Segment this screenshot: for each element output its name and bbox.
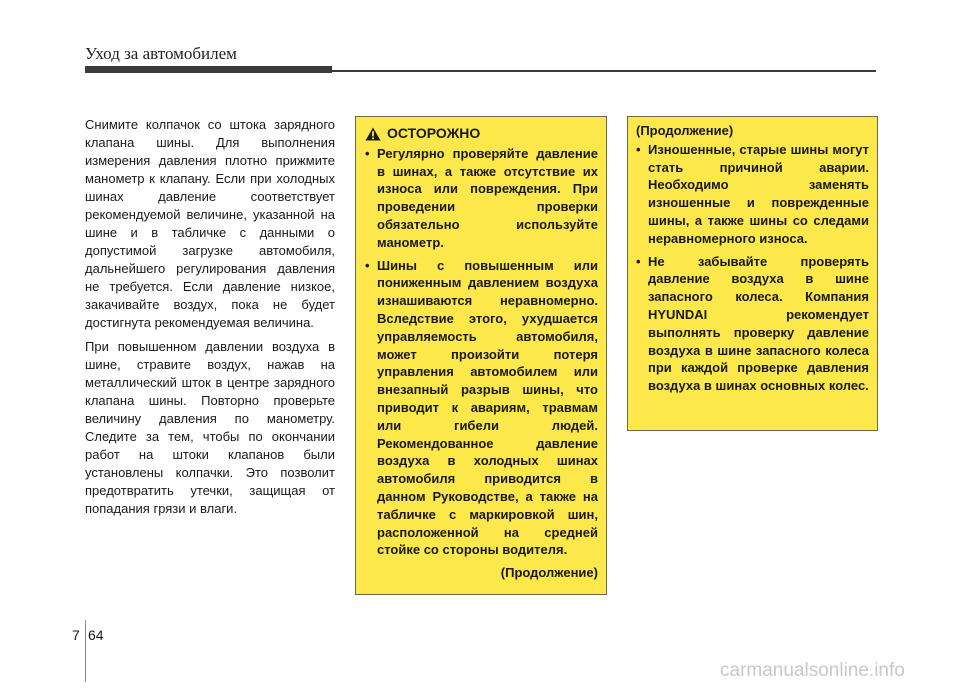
warning-header xyxy=(365,125,598,143)
warning-title: ОСТОРОЖНО xyxy=(387,125,481,141)
continued-label: (Продолжение) xyxy=(500,565,598,581)
warning-item: • Не забывайте проверять давление воздуха в шине запасного колеса. Компания HYUNDAI рекомендует выполнять проверку давление воздуха в шине запасного колеса при каждой проверке давления воздуха в шинах основных колес. xyxy=(636,253,869,394)
continued-warning-box xyxy=(627,116,878,431)
footer-divider xyxy=(85,620,86,682)
header-bar xyxy=(85,66,332,73)
chapter-number: 7 xyxy=(72,627,80,643)
warning-box xyxy=(355,116,607,595)
page-number: 64 xyxy=(88,627,104,643)
warning-item: • Регулярно проверяйте давление в шинах, а также отсутствие их износа или повреждения. При проведении проверки обязательно используйте манометр. xyxy=(365,145,598,250)
warning-item: • Шины с повышенным или пониженным давлением воздуха изнашиваются неравномерно. Вследствие этого, ухудшается управляемость автомобиля, может произойти потеря управления автомобилем или внезапный разрыв шины, что приводит к авариям, травмам или гибели людей. Рекомендованное давление воздуха в холодных шинах автомобиля приводится в данном Руководстве, а также на табличке с маркировкой шин, расположенной на средней стойке со стороны водителя. xyxy=(365,257,598,558)
watermark: carmanualsonline.info xyxy=(720,660,905,681)
page-header-title: Уход за автомобилем xyxy=(85,44,237,63)
warning-triangle-icon xyxy=(365,127,381,141)
body-paragraph: Снимите колпачок со штока зарядного клапана шины. Для выполнения измерения давления плотно прижмите манометр к клапану. Если при холодных шинах давление соответствует рекомендуемой величине, указанной на шине и в табличке с данными о допустимой загрузке автомобиля, дальнейшего регулирования давления не требуется. Если давление низкое, закачивайте воздух, пока не будет достигнута рекомендуемая величина. xyxy=(85,117,335,330)
left-column xyxy=(85,116,335,524)
warning-item: • Изношенные, старые шины могут стать причиной аварии. Необходимо заменять изношенные и поврежденные шины, а также шины со следами неравномерного износа. xyxy=(636,141,869,246)
continued-title: (Продолжение) xyxy=(636,123,734,138)
header-divider xyxy=(332,70,876,72)
body-paragraph: При повышенном давлении воздуха в шине, стравите воздух, нажав на металлический шток в центре зарядного клапана шины. Повторно проверьте величину давления по манометру. Следите за тем, чтобы по окончании работ на штоки клапанов были установлены колпачки. Это позволит предотвратить утечки, защищая от попадания грязи и влаги. xyxy=(85,339,335,516)
